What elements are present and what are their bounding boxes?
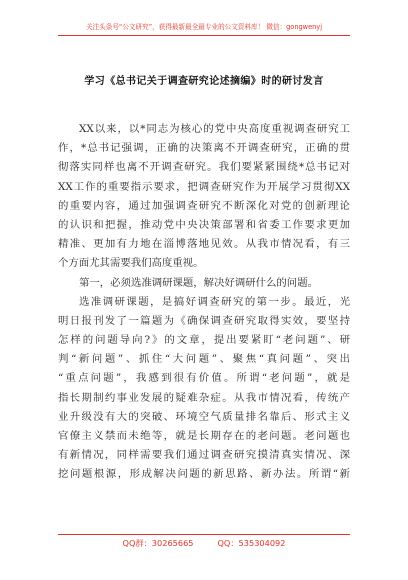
header-promo-text: 关注头条号“公文研究”，获得最新最全最专业的公文资料库！ 微信：gongwenyj	[85, 23, 323, 31]
body-text-line: 的重要内容，通过加强调查研究不断深化对党的创新理论	[58, 199, 350, 212]
page-header	[58, 22, 350, 38]
body-text-line: 怎样的问题导向?》的文章，提出要紧盯“老问题”、研	[58, 334, 350, 347]
document-body	[58, 120, 350, 485]
body-text-line: 的认识和把握，推动党中央决策部署和省委工作要求更加	[58, 218, 350, 231]
body-text-line: 个方面尤其需要我们高度重视。	[58, 257, 204, 270]
page-footer	[58, 534, 350, 554]
body-text-line: 挖问题根源，形成解决问题的新思路、新办法。所谓“新	[58, 468, 350, 481]
body-text-line: 明日报刊发了一篇题为《确保调查研究取得实效，要坚持	[58, 314, 350, 327]
body-text-line: 官僚主义禁而未绝等，就是长期存在的老问题。老问题也	[58, 430, 350, 442]
body-text-line: XX工作的重要指示要求，把调查研究作为开展学习贯彻XX	[58, 180, 350, 193]
body-text-line: XX以来，以*同志为核心的党中央高度重视调查研究工	[79, 123, 350, 135]
body-text-line: 第一，必须选准调研课题，解决好调研什么的问题。	[79, 276, 318, 289]
document-title: 学习《总书记关于调查研究论述摘编》时的研讨发言	[84, 76, 324, 87]
footer-contact	[58, 538, 350, 549]
body-text-line: 精准、更加有力地在淄博落地见效。从我市情况看，有三	[58, 238, 350, 251]
footer-divider	[58, 534, 350, 535]
body-text-line: 有新情况，同样需要我们通过调查研究摸清真实情况、深	[58, 449, 350, 462]
body-text-line: 彻落实同样也离不开调查研究。我们要紧紧围绕*总书记对	[58, 161, 350, 174]
body-text-line: 业升级没有大的突破、环境空气质量排名靠后、形式主义	[58, 410, 350, 423]
body-text-line: 选准调研课题，是搞好调查研究的第一步。最近，光	[79, 295, 350, 308]
body-text-line: “重点问题”，我感到很有价值。所谓“老问题”，就是	[58, 372, 350, 385]
header-divider	[58, 35, 350, 36]
footer-qq-number: QQ：535304092	[217, 538, 286, 548]
footer-qq-group: QQ群：30265665	[122, 538, 194, 548]
body-text-line: 作，*总书记强调，正确的决策离不开调查研究，正确的贯	[58, 142, 350, 155]
body-text-line: 指长期制约事业发展的疑难杂症。从我市情况看，传统产	[58, 391, 350, 404]
body-text-line: 判“新问题”、抓住“大问题”、聚焦“真问题”、突出	[58, 353, 350, 366]
